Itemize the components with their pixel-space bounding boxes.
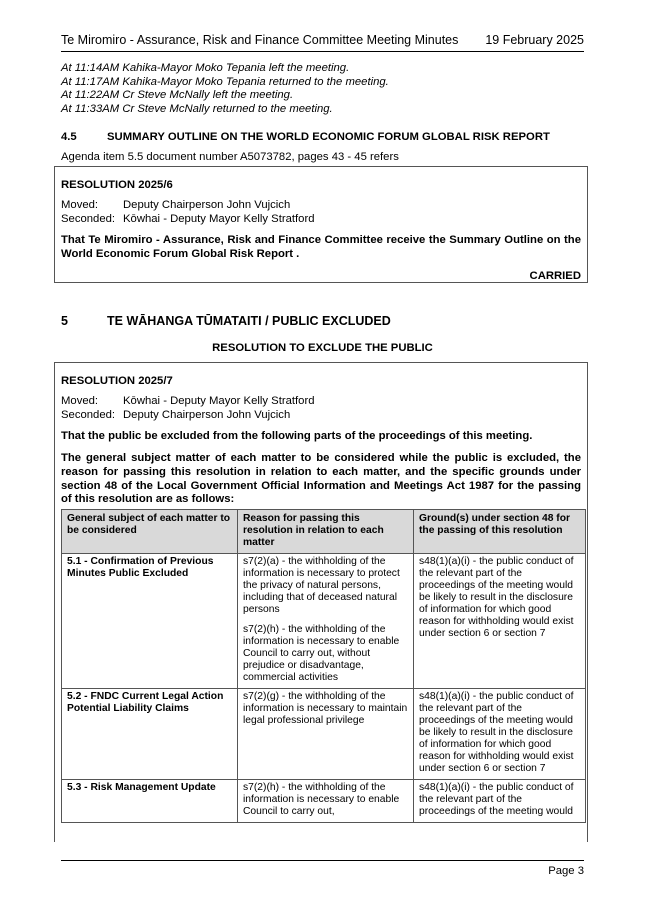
table-cell-ground: s48(1)(a)(i) - the public conduct of the relevant part of the proceedings of the meeting would be likely to result in the disclosure of information for which good reason for withholding would exist under section 6 or section 7 <box>414 554 586 689</box>
seconded-row <box>61 409 581 423</box>
section-subtitle: RESOLUTION TO EXCLUDE THE PUBLIC <box>212 342 433 354</box>
page-header <box>61 33 584 52</box>
table-row <box>62 780 586 823</box>
resolution-title: RESOLUTION 2025/6 <box>61 179 173 191</box>
moved-row <box>61 395 581 409</box>
table-cell-subject: 5.3 - Risk Management Update <box>62 780 238 823</box>
resolution-text: That Te Miromiro - Assurance, Risk and Finance Committee receive the Summary Outline on the World Economic Forum Global Risk Report . <box>61 234 581 260</box>
exclusion-table <box>61 509 586 823</box>
attendance-note: At 11:22AM Cr Steve McNally left the meeting. <box>61 89 294 102</box>
page-footer <box>61 860 584 877</box>
attendance-note: At 11:14AM Kahika-Mayor Moko Tepania left the meeting. <box>61 62 350 74</box>
seconded-label: Seconded: <box>61 408 116 421</box>
resolution-text: That the public be excluded from the following parts of the proceedings of this meeting. <box>61 430 533 443</box>
header-title: Te Miromiro - Assurance, Risk and Finance Committee Meeting Minutes <box>61 33 459 47</box>
section-title: TE WĀHANGA TŪMATAITI / PUBLIC EXCLUDED <box>107 314 391 328</box>
resolution-status: CARRIED <box>529 269 581 282</box>
table-header-row <box>62 510 586 554</box>
moved-label: Moved: <box>61 395 99 407</box>
seconded-value: Deputy Chairperson John Vujcich <box>123 408 291 421</box>
table-cell-reason: s7(2)(h) - the withholding of the information is necessary to enable Council to carry out, <box>238 780 414 823</box>
agenda-reference: Agenda item 5.5 document number A5073782, pages 43 - 45 refers <box>61 151 399 163</box>
seconded-value: Kōwhai - Deputy Mayor Kelly Stratford <box>123 212 315 225</box>
resolution-title: RESOLUTION 2025/7 <box>61 375 173 387</box>
table-cell-reason <box>238 554 414 689</box>
attendance-note: At 11:17AM Kahika-Mayor Moko Tepania returned to the meeting. <box>61 75 389 88</box>
attendance-note: At 11:33AM Cr Steve McNally returned to the meeting. <box>61 102 333 115</box>
moved-label: Moved: <box>61 199 99 211</box>
page-number: Page 3 <box>548 865 584 877</box>
table-row <box>62 689 586 780</box>
moved-value: Kōwhai - Deputy Mayor Kelly Stratford <box>123 395 315 407</box>
seconded-label: Seconded: <box>61 212 116 225</box>
section-number: 5 <box>61 314 68 328</box>
moved-value: Deputy Chairperson John Vujcich <box>123 199 291 211</box>
table-header: Ground(s) under section 48 for the passing of this resolution <box>414 510 586 554</box>
table-cell-reason: s7(2)(g) - the withholding of the information is necessary to maintain legal professional privilege <box>238 689 414 780</box>
section-number: 4.5 <box>61 131 77 143</box>
table-cell-ground: s48(1)(a)(i) - the public conduct of the relevant part of the proceedings of the meeting would <box>414 780 586 823</box>
table-cell-subject: 5.2 - FNDC Current Legal Action Potential Liability Claims <box>62 689 238 780</box>
section-heading <box>61 314 391 328</box>
section-title: SUMMARY OUTLINE ON THE WORLD ECONOMIC FORUM GLOBAL RISK REPORT <box>107 131 550 143</box>
table-cell-subject: 5.1 - Confirmation of Previous Minutes Public Excluded <box>62 554 238 689</box>
resolution-text: The general subject matter of each matter to be considered while the public is excluded, the reason for passing this resolution in relation to each matter, and the specific grounds under section 48 of the Local Government Official Information and Meetings Act 1987 for the passing of this resolution are as follows: <box>61 451 581 506</box>
reason-text: s7(2)(a) - the withholding of the information is necessary to protect the privacy of natural persons, including that of deceased natural persons <box>243 556 400 615</box>
table-header: Reason for passing this resolution in relation to each matter <box>238 510 414 554</box>
moved-row <box>61 199 581 213</box>
table-header: General subject of each matter to be considered <box>62 510 238 554</box>
resolution-box <box>54 166 588 283</box>
reason-text: s7(2)(h) - the withholding of the information is necessary to enable Council to carry out, without prejudice or disadvantage, commercial activities <box>243 624 400 683</box>
table-cell-ground: s48(1)(a)(i) - the public conduct of the relevant part of the proceedings of the meeting would be likely to result in the disclosure of information for which good reason for withholding would exist under section 6 or section 7 <box>414 689 586 780</box>
seconded-row <box>61 213 581 227</box>
attendance-notes <box>61 62 389 116</box>
section-heading <box>61 131 550 143</box>
table-row <box>62 554 586 689</box>
header-date: 19 February 2025 <box>485 33 584 47</box>
